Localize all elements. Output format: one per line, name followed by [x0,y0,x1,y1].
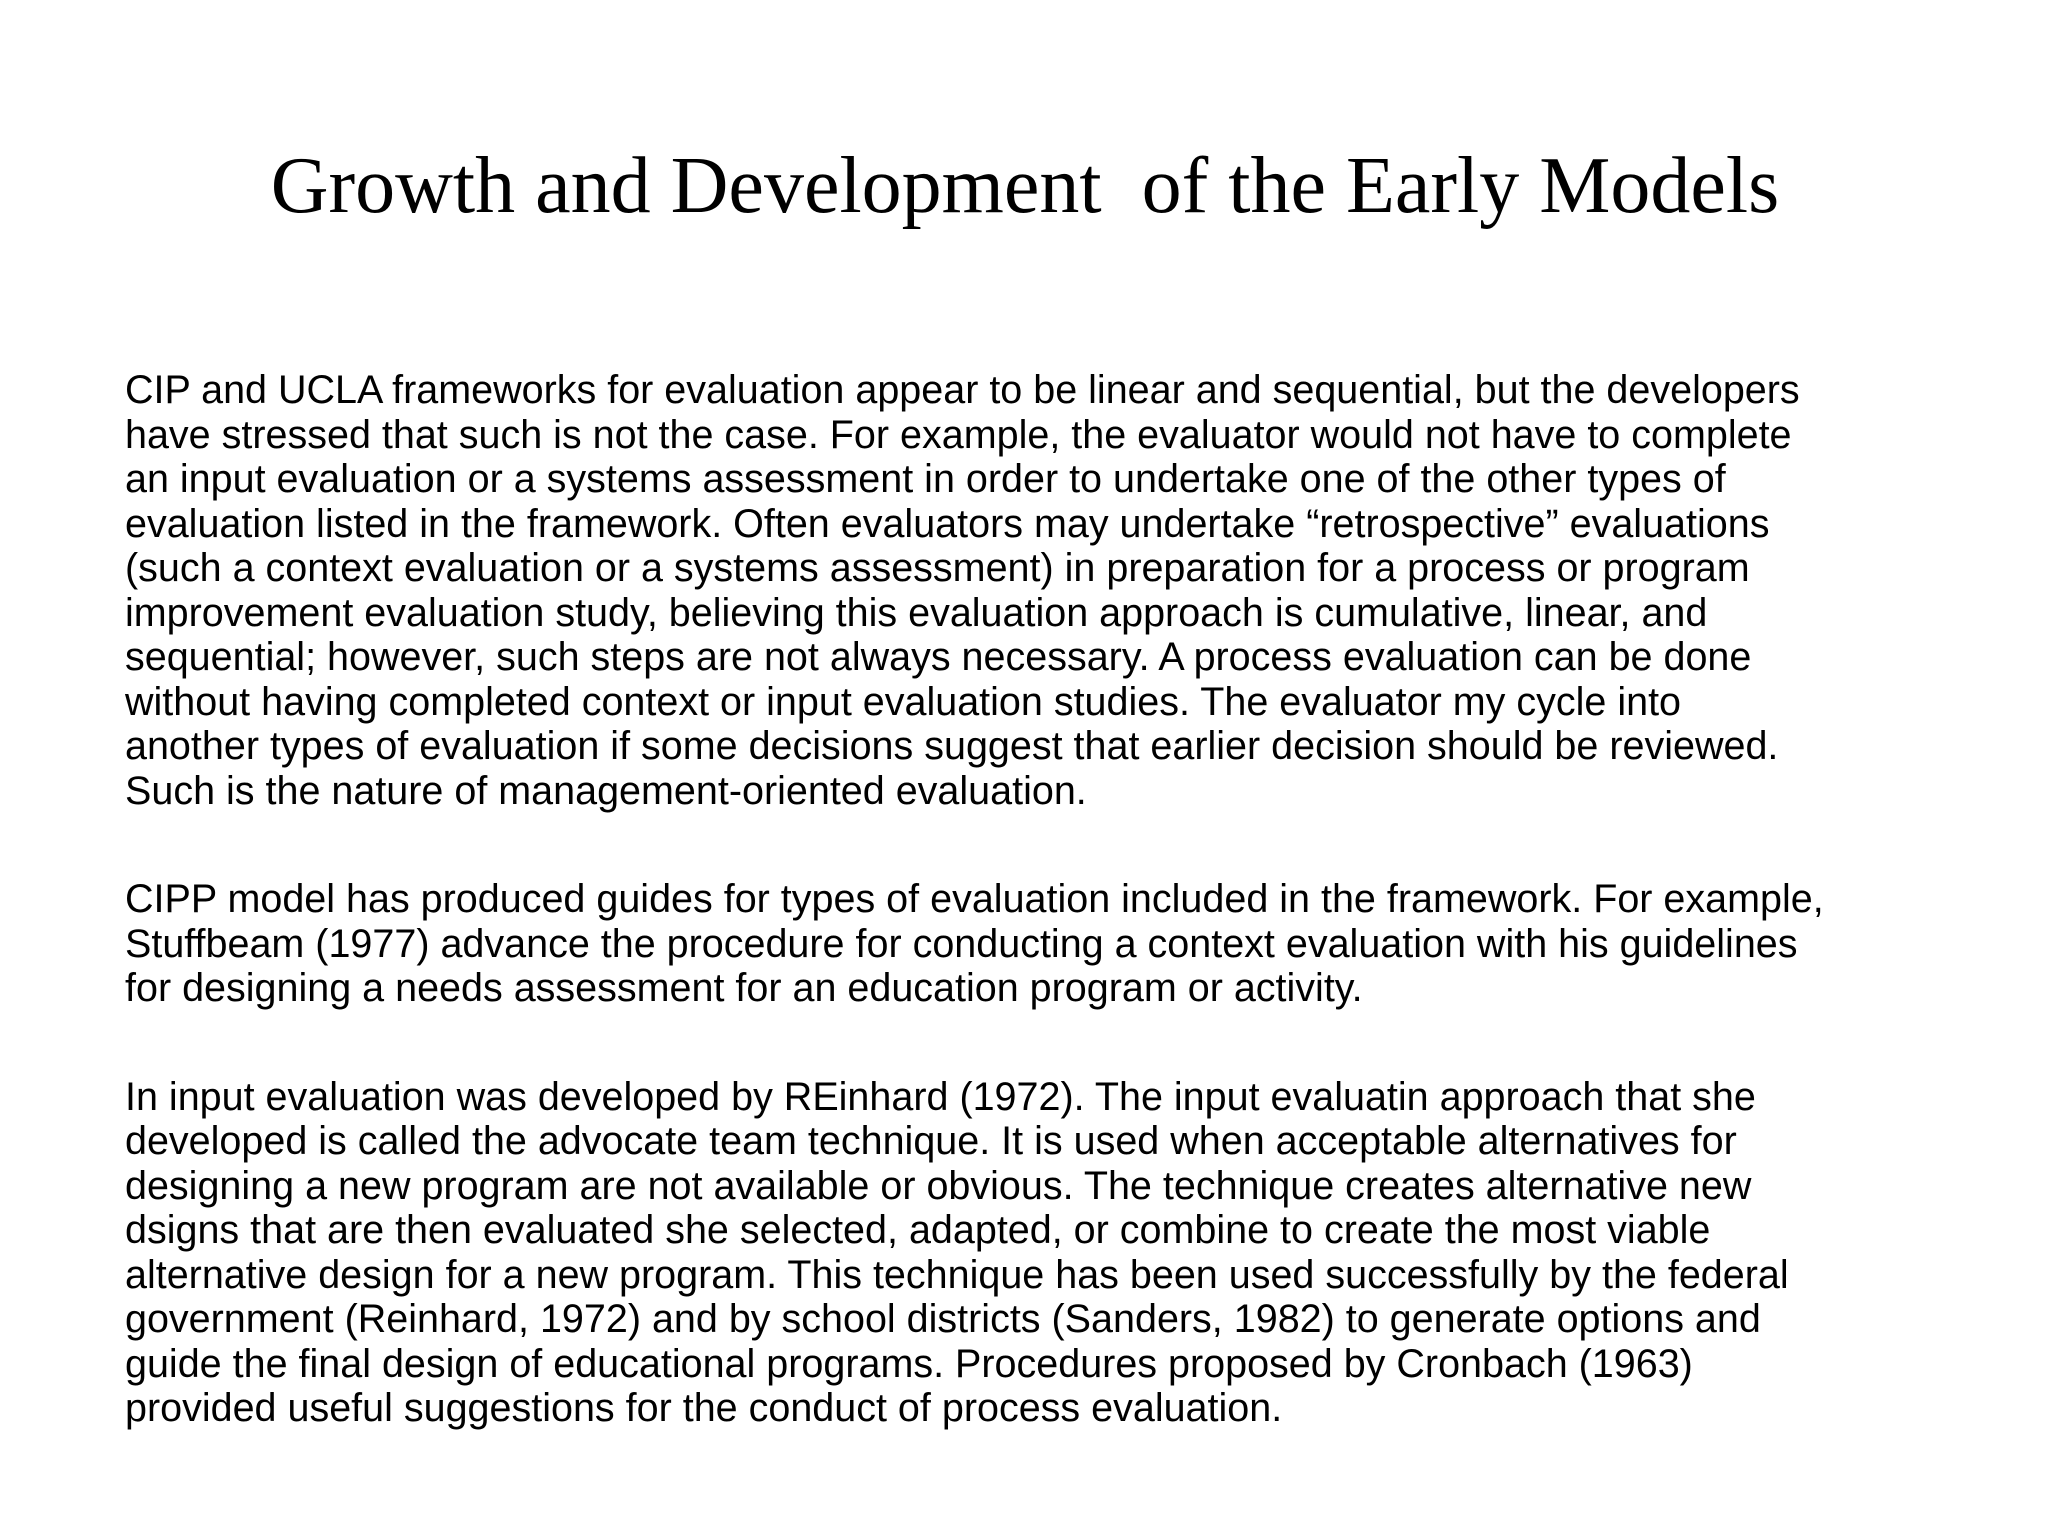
paragraph-line: an input evaluation or a systems assessment in order to undertake one of the other types of [125,457,1726,501]
paragraph-line: In input evaluation was developed by REinhard (1972). The input evaluatin approach that she [125,1074,1756,1119]
paragraph-line: improvement evaluation study, believing this evaluation approach is cumulative, linear, and [125,590,1708,635]
paragraph-input-evaluation [125,1075,1985,1431]
slide-title: Growth and Development of the Early Models [270,142,1780,230]
slide-body [125,368,1985,1495]
paragraph-line: designing a new program are not available or obvious. The technique creates alternative new [125,1163,1752,1208]
paragraph-line: without having completed context or input evaluation studies. The evaluator my cycle into [125,679,1682,724]
paragraph-line: have stressed that such is not the case. For example, the evaluator would not have to complete [125,412,1792,457]
paragraph-line: guide the final design of educational programs. Procedures proposed by Cronbach (1963) [125,1341,1693,1386]
paragraph-line: Stuffbeam (1977) advance the procedure for conducting a context evaluation with his guidelines [125,921,1798,966]
paragraph-line: (such a context evaluation or a systems assessment) in preparation for a process or program [125,546,1750,590]
paragraph-line: CIPP model has produced guides for types of evaluation included in the framework. For example, [125,877,1824,921]
paragraph-line: provided useful suggestions for the conduct of process evaluation. [125,1386,1283,1430]
paragraph-line: sequential; however, such steps are not always necessary. A process evaluation can be done [125,635,1752,679]
paragraph-line: developed is called the advocate team technique. It is used when acceptable alternatives for [125,1119,1737,1163]
paragraph-line: Such is the nature of management-oriented evaluation. [125,768,1087,813]
paragraph-line: government (Reinhard, 1972) and by school districts (Sanders, 1982) to generate options and [125,1297,1761,1341]
paragraph-line: CIP and UCLA frameworks for evaluation appear to be linear and sequential, but the developers [125,368,1800,412]
paragraph-line: another types of evaluation if some decisions suggest that earlier decision should be reviewed. [125,724,1779,768]
paragraph-line: for designing a needs assessment for an education program or activity. [125,966,1363,1010]
paragraph-line: alternative design for a new program. This technique has been used successfully by the federal [125,1252,1789,1297]
paragraph-line: evaluation listed in the framework. Often evaluators may undertake “retrospective” evaluations [125,501,1770,546]
paragraph-cipp-model [125,877,1985,1011]
paragraph-frameworks [125,368,1985,813]
paragraph-line: dsigns that are then evaluated she selected, adapted, or combine to create the most viable [125,1208,1711,1252]
